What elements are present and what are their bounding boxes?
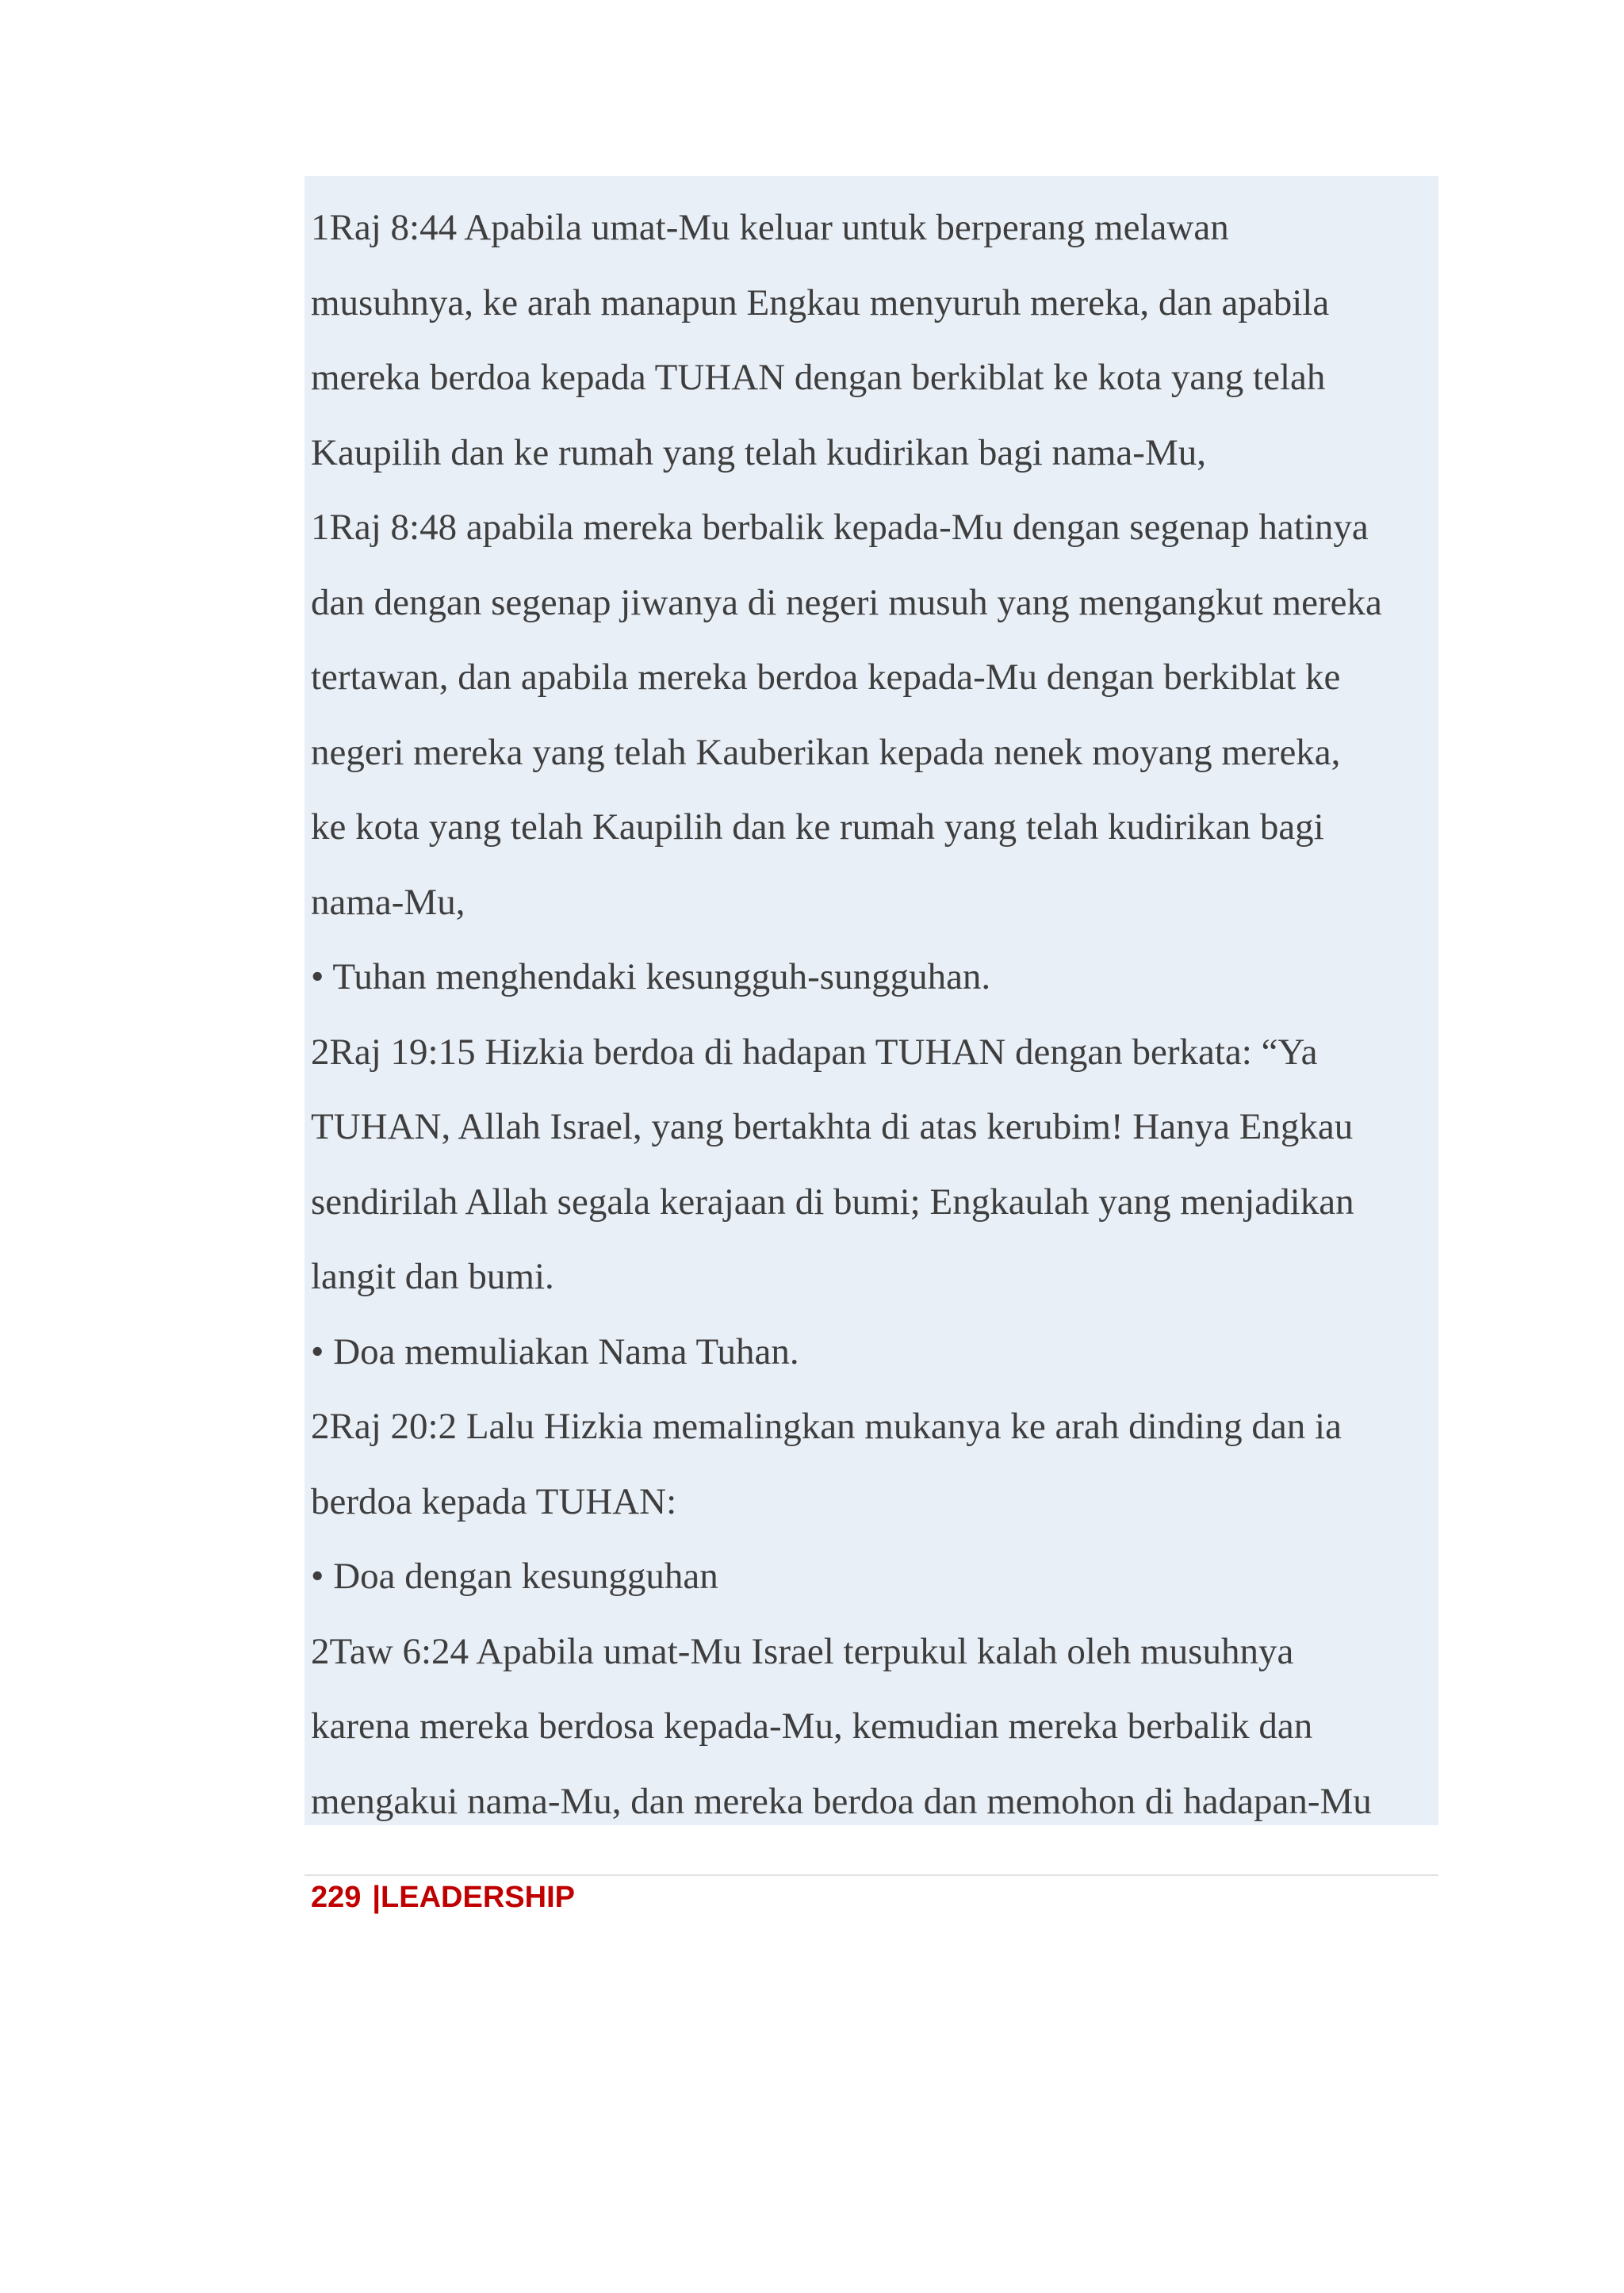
text-line: Kaupilih dan ke rumah yang telah kudirikan bagi nama-Mu, — [311, 431, 1206, 473]
text-line: 2Taw 6:24 Apabila umat-Mu Israel terpukul kalah oleh musuhnya — [311, 1630, 1294, 1672]
text-line: karena mereka berdosa kepada-Mu, kemudian mereka berbalik dan — [311, 1705, 1313, 1747]
text-line: mengakui nama-Mu, dan mereka berdoa dan memohon di hadapan-Mu — [311, 1780, 1372, 1822]
text-line: berdoa kepada TUHAN: — [311, 1480, 677, 1522]
text-line: langit dan bumi. — [311, 1256, 554, 1297]
page-footer — [311, 1881, 575, 1915]
text-line: mereka berdoa kepada TUHAN dengan berkiblat ke kota yang telah — [311, 357, 1326, 398]
bullet-line: • Tuhan menghendaki kesungguh-sungguhan. — [311, 956, 991, 997]
text-line: ke kota yang telah Kaupilih dan ke rumah yang telah kudirikan bagi — [311, 806, 1324, 848]
text-line: tertawan, dan apabila mereka berdoa kepada-Mu dengan berkiblat ke — [311, 657, 1341, 698]
section-title: LEADERSHIP — [381, 1881, 575, 1914]
page-number: 229 — [311, 1881, 362, 1914]
text-line: 1Raj 8:48 apabila mereka berbalik kepada-Mu dengan segenap hatinya — [311, 507, 1369, 548]
text-line: nama-Mu, — [311, 881, 465, 923]
text-line: TUHAN, Allah Israel, yang bertakhta di atas kerubim! Hanya Engkau — [311, 1106, 1354, 1147]
text-line: 2Raj 20:2 Lalu Hizkia memalingkan mukanya ke arah dinding dan ia — [311, 1406, 1342, 1447]
text-line: negeri mereka yang telah Kauberikan kepada nenek moyang mereka, — [311, 731, 1341, 773]
text-line: musuhnya, ke arah manapun Engkau menyuruh mereka, dan apabila — [311, 281, 1330, 323]
text-line: 2Raj 19:15 Hizkia berdoa di hadapan TUHAN dengan berkata: “Ya — [311, 1031, 1318, 1073]
text-line: sendirilah Allah segala kerajaan di bumi; Engkaulah yang menjadikan — [311, 1181, 1354, 1223]
text-line: 1Raj 8:44 Apabila umat-Mu keluar untuk berperang melawan — [311, 207, 1229, 248]
footer-separator: | — [372, 1881, 381, 1914]
scripture-text-block — [311, 190, 1441, 1839]
bullet-line: • Doa memuliakan Nama Tuhan. — [311, 1330, 799, 1372]
footer-divider — [304, 1874, 1438, 1876]
bullet-line: • Doa dengan kesungguhan — [311, 1556, 718, 1597]
text-line: dan dengan segenap jiwanya di negeri musuh yang mengangkut mereka — [311, 581, 1382, 623]
